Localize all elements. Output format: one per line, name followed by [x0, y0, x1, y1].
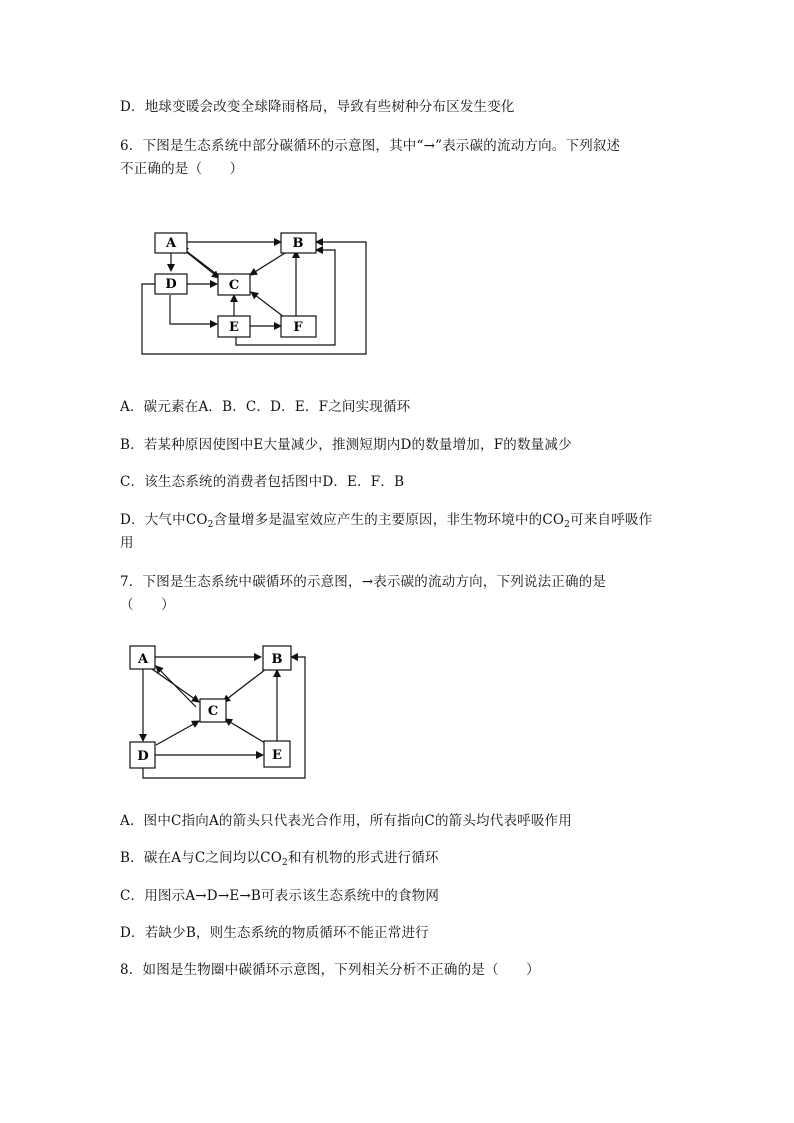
q7-node-d: D [137, 749, 149, 764]
q7-option-a: A．图中C指向A的箭头只代表光合作用，所有指向C的箭头均代表呼吸作用 [120, 813, 572, 829]
q6-option-b: B．若某种原因使图中E大量减少，推测短期内D的数量增加，F的数量减少 [120, 437, 572, 453]
q6-stem-line2: 不正确的是（ ） [120, 161, 244, 177]
q7-stem-line2: （ ） [120, 597, 175, 613]
q6-node-c: C [228, 278, 240, 293]
q8-stem: 8．如图是生物圈中碳循环示意图，下列相关分析不正确的是（ ） [120, 962, 540, 978]
q6-node-e: E [229, 320, 239, 335]
q7-node-c: C [207, 704, 219, 719]
q6-option-d-line2: 用 [120, 535, 134, 551]
q7-stem-line1: 7．下图是生态系统中碳循环的示意图，→表示碳的流动方向，下列说法正确的是 [120, 574, 607, 590]
q7-option-d: D．若缺少B，则生态系统的物质循环不能正常进行 [120, 925, 429, 941]
q6-node-a: A [165, 236, 177, 251]
q6-option-d: D．大气中$CO_2$含量增多是温室效应产生的主要原因，非生物环境中的$CO_2$可来自呼吸作 [120, 512, 653, 530]
q7-node-a: A [137, 652, 149, 667]
q7-node-e: E [272, 748, 282, 763]
q7-node-b: B [271, 652, 283, 667]
q6-stem-line1: 6．下图是生态系统中部分碳循环的示意图，其中“→”表示碳的流动方向。下列叙述 [120, 138, 621, 154]
q7-carbon-cycle-diagram [122, 640, 322, 785]
q6-option-c: C．该生态系统的消费者包括图中D．E．F．B [120, 474, 405, 490]
q5-option-d: D．地球变暖会改变全球降雨格局，导致有些树种分布区发生变化 [120, 99, 515, 115]
q6-node-b: B [292, 236, 304, 251]
q6-node-d: D [165, 277, 177, 292]
q6-option-a: A．碳元素在A．B．C．D．E．F之间实现循环 [120, 399, 411, 415]
q7-option-b: B．碳在A与C之间均以$CO_2$和有机物的形式进行循环 [120, 850, 439, 868]
q6-carbon-cycle-diagram [130, 225, 380, 360]
q6-node-f: F [293, 320, 303, 335]
q7-option-c: C．用图示A→D→E→B可表示该生态系统中的食物网 [120, 888, 440, 904]
